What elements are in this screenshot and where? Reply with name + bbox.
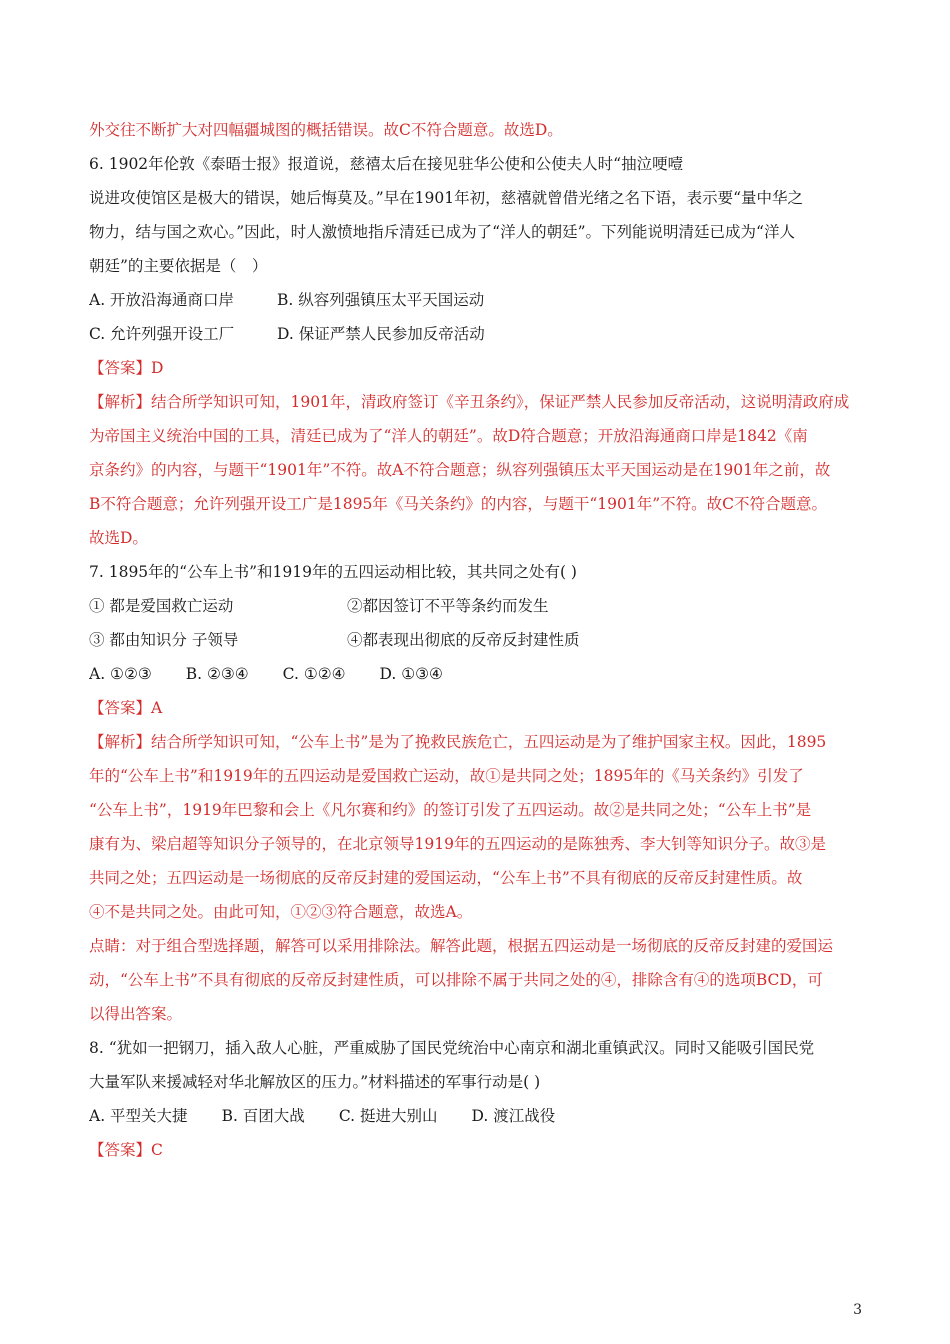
option-a: A. ①②③ <box>89 665 152 683</box>
question-7-stem: 7. 1895年的“公车上书”和1919年的五四运动相比较，其共同之处有( ) <box>89 563 577 581</box>
question-8-stem: 大量军队来援减轻对华北解放区的压力。”材料描述的军事行动是( ) <box>89 1073 541 1091</box>
question-6-explanation: 【解析】结合所学知识可知，1901年，清政府签订《辛丑条约》，保证严禁人民参加反帝活动，这说明清政府成 <box>89 393 850 411</box>
question-8-options <box>89 1099 865 1133</box>
question-6-options-ab <box>89 283 865 317</box>
question-6-explanation: 京条约》的内容，与题干“1901年”不符。故A不符合题意；纵容列强镇压太平天国运动是在1901年之前，故 <box>89 461 831 479</box>
question-6 <box>89 147 865 555</box>
option-b: B. 纵容列强镇压太平天国运动 <box>277 291 485 309</box>
question-7-explanation: 年的“公车上书”和1919年的五四运动是爱国救亡运动，故①是共同之处；1895年的《马关条约》引发了 <box>89 767 804 785</box>
question-8 <box>89 1031 865 1167</box>
question-7-tip: 以得出答案。 <box>89 1005 183 1023</box>
question-7-items-34 <box>89 623 865 657</box>
item-1: ① 都是爱国救亡运动 <box>89 597 234 615</box>
question-6-stem: 朝廷”的主要依据是（ ） <box>89 257 268 275</box>
item-4: ④都表现出彻底的反帝反封建性质 <box>347 631 580 649</box>
option-a: A. 开放沿海通商口岸 <box>89 291 235 309</box>
question-7-explanation: 【解析】结合所学知识可知，“公车上书”是为了挽救民族危亡，五四运动是为了维护国家主权。因此，1895 <box>89 733 827 751</box>
option-b: B. 百团大战 <box>221 1107 305 1125</box>
question-7-explanation: “公车上书”，1919年巴黎和会上《凡尔赛和约》的签订引发了五四运动。故②是共同之处；“公车上书”是 <box>89 801 812 819</box>
option-b: B. ②③④ <box>185 665 249 683</box>
question-7-answer: 【答案】A <box>89 699 163 717</box>
page-content <box>89 113 865 1167</box>
question-6-options-cd <box>89 317 865 351</box>
option-d: D. 渡江战役 <box>471 1107 556 1125</box>
question-7-options <box>89 657 865 691</box>
page-number: 3 <box>853 1302 862 1318</box>
option-c: C. 挺进大别山 <box>338 1107 438 1125</box>
option-c: C. ①②④ <box>282 665 346 683</box>
question-6-explanation: 故选D。 <box>89 529 148 547</box>
item-2: ②都因签订不平等条约而发生 <box>347 597 549 615</box>
question-7-tip: 点睛：对于组合型选择题，解答可以采用排除法。解答此题，根据五四运动是一场彻底的反帝反封建的爱国运 <box>89 937 834 955</box>
question-7-explanation: 康有为、梁启超等知识分子领导的，在北京领导1919年的五四运动的是陈独秀、李大钊等知识分子。故③是 <box>89 835 826 853</box>
prev-explanation-tail: 外交往不断扩大对四幅疆城图的概括错误。故C不符合题意。故选D。 <box>89 121 563 139</box>
option-a: A. 平型关大捷 <box>89 1107 188 1125</box>
question-7 <box>89 555 865 1031</box>
option-c: C. 允许列强开设工厂 <box>89 325 235 343</box>
question-6-stem: 物力，结与国之欢心。”因此，时人激愤地指斥清廷已成为了“洋人的朝廷”。下列能说明清廷已成为“洋人 <box>89 223 795 241</box>
option-d: D. 保证严禁人民参加反帝活动 <box>277 325 485 343</box>
question-7-tip: 动，“公车上书”不具有彻底的反帝反封建性质，可以排除不属于共同之处的④，排除含有④的选项BCD，可 <box>89 971 823 989</box>
question-6-explanation: B不符合题意；允许列强开设工广是1895年《马关条约》的内容，与题干“1901年”不符。故C不符合题意。 <box>89 495 827 513</box>
question-8-stem: 8. “犹如一把钢刀，插入敌人心脏，严重威胁了国民党统治中心南京和湖北重镇武汉。同时又能吸引国民党 <box>89 1039 815 1057</box>
question-6-answer: 【答案】D <box>89 359 164 377</box>
question-6-stem: 6. 1902年伦敦《泰晤士报》报道说，慈禧太后在接见驻华公使和公使夫人时“抽泣哽噎 <box>89 155 684 173</box>
option-d: D. ①③④ <box>379 665 443 683</box>
item-3: ③ 都由知识分 子领导 <box>89 631 239 649</box>
question-6-stem: 说进攻使馆区是极大的错误，她后悔莫及。”早在1901年初，慈禧就曾借光绪之名下语，表示要“量中华之 <box>89 189 804 207</box>
question-6-explanation: 为帝国主义统治中国的工具，清廷已成为了“洋人的朝廷”。故D符合题意；开放沿海通商口岸是1842《南 <box>89 427 808 445</box>
question-7-explanation: ④不是共同之处。由此可知，①②③符合题意，故选A。 <box>89 903 473 921</box>
question-7-explanation: 共同之处；五四运动是一场彻底的反帝反封建的爱国运动，“公车上书”不具有彻底的反帝反封建性质。故 <box>89 869 803 887</box>
question-7-items-12 <box>89 589 865 623</box>
question-8-answer: 【答案】C <box>89 1141 163 1159</box>
